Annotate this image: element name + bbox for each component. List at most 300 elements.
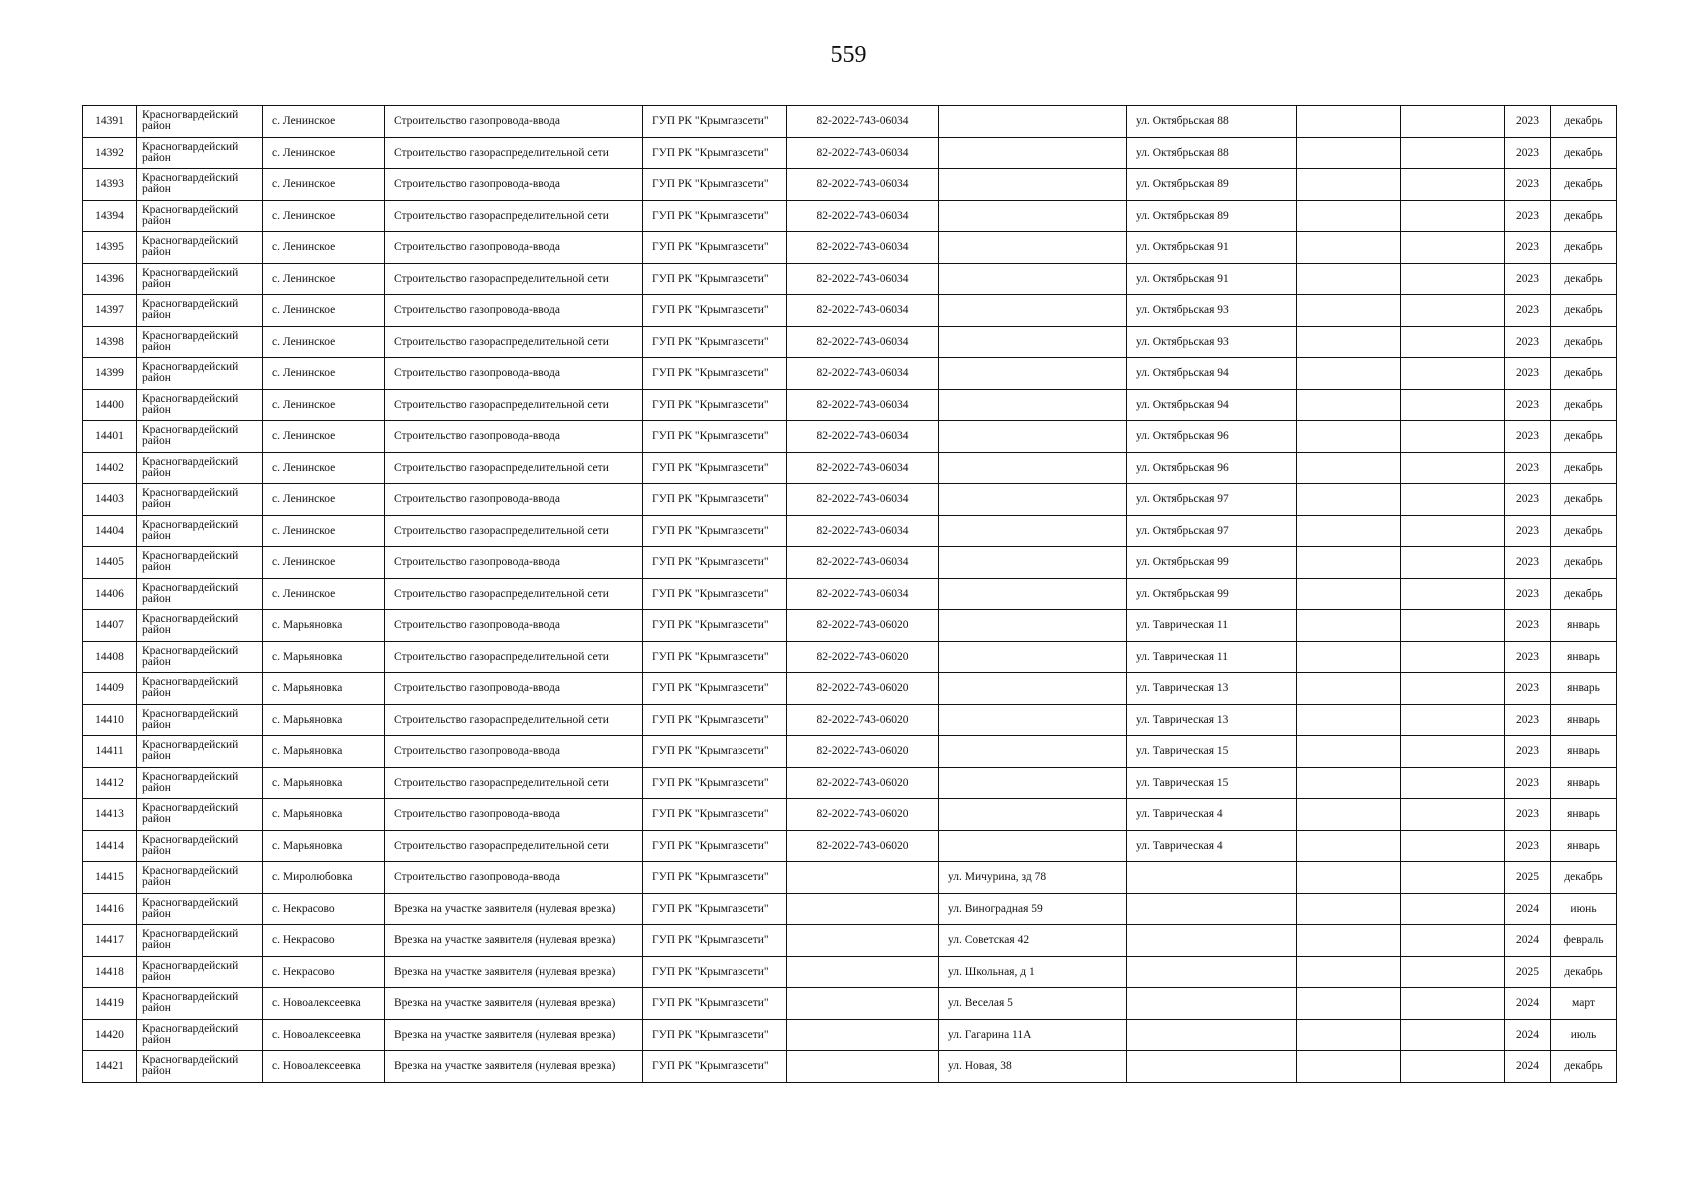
row-number-cell: 14415 (83, 862, 137, 894)
work-type-cell: Строительство газопровода-ввода (385, 547, 643, 579)
table-row (83, 484, 1617, 516)
month-cell: декабрь (1551, 578, 1617, 610)
month-cell: январь (1551, 641, 1617, 673)
year-cell: 2023 (1505, 421, 1551, 453)
street-address-cell: ул. Октябрьская 94 (1127, 358, 1297, 390)
locality-cell: с. Новоалексеевка (263, 1051, 385, 1083)
blank-cell (1297, 704, 1401, 736)
address-cell (939, 263, 1127, 295)
address-cell (939, 137, 1127, 169)
blank-cell (1297, 893, 1401, 925)
locality-cell: с. Ленинское (263, 547, 385, 579)
street-address-cell: ул. Октябрьская 99 (1127, 547, 1297, 579)
register-table-body (83, 106, 1617, 1083)
locality-cell: с. Некрасово (263, 956, 385, 988)
blank-cell (1401, 736, 1505, 768)
blank-cell (1401, 295, 1505, 327)
organization-cell: ГУП РК "Крымгазсети" (643, 925, 787, 957)
row-number-cell: 14421 (83, 1051, 137, 1083)
month-cell: январь (1551, 610, 1617, 642)
blank-cell (1297, 106, 1401, 138)
blank-cell (1297, 484, 1401, 516)
street-address-cell: ул. Октябрьская 96 (1127, 452, 1297, 484)
work-type-cell: Строительство газораспределительной сети (385, 263, 643, 295)
month-cell: декабрь (1551, 263, 1617, 295)
row-number-cell: 14401 (83, 421, 137, 453)
year-cell: 2023 (1505, 641, 1551, 673)
month-cell: декабрь (1551, 421, 1617, 453)
blank-cell (1401, 484, 1505, 516)
work-type-cell: Строительство газораспределительной сети (385, 137, 643, 169)
year-cell: 2024 (1505, 893, 1551, 925)
street-address-cell: ул. Таврическая 15 (1127, 767, 1297, 799)
district-cell: Красногвардейский район (137, 1051, 263, 1083)
street-address-cell (1127, 956, 1297, 988)
address-cell (939, 295, 1127, 327)
organization-cell: ГУП РК "Крымгазсети" (643, 830, 787, 862)
work-type-cell: Врезка на участке заявителя (нулевая врезка) (385, 893, 643, 925)
work-type-cell: Врезка на участке заявителя (нулевая врезка) (385, 1051, 643, 1083)
organization-cell: ГУП РК "Крымгазсети" (643, 358, 787, 390)
program-code-cell: 82-2022-743-06034 (787, 452, 939, 484)
blank-cell (1297, 200, 1401, 232)
month-cell: декабрь (1551, 515, 1617, 547)
work-type-cell: Строительство газораспределительной сети (385, 515, 643, 547)
program-code-cell (787, 988, 939, 1020)
address-cell (939, 358, 1127, 390)
table-row (83, 358, 1617, 390)
address-cell (939, 578, 1127, 610)
district-cell: Красногвардейский район (137, 610, 263, 642)
work-type-cell: Строительство газопровода-ввода (385, 169, 643, 201)
work-type-cell: Строительство газопровода-ввода (385, 736, 643, 768)
year-cell: 2023 (1505, 767, 1551, 799)
table-row (83, 137, 1617, 169)
row-number-cell: 14416 (83, 893, 137, 925)
locality-cell: с. Марьяновка (263, 641, 385, 673)
district-cell: Красногвардейский район (137, 358, 263, 390)
year-cell: 2023 (1505, 389, 1551, 421)
address-cell (939, 830, 1127, 862)
work-type-cell: Строительство газораспределительной сети (385, 389, 643, 421)
organization-cell: ГУП РК "Крымгазсети" (643, 263, 787, 295)
blank-cell (1401, 988, 1505, 1020)
work-type-cell: Строительство газораспределительной сети (385, 704, 643, 736)
street-address-cell: ул. Таврическая 11 (1127, 610, 1297, 642)
year-cell: 2024 (1505, 1051, 1551, 1083)
locality-cell: с. Марьяновка (263, 736, 385, 768)
district-cell: Красногвардейский район (137, 641, 263, 673)
month-cell: декабрь (1551, 956, 1617, 988)
street-address-cell: ул. Октябрьская 97 (1127, 484, 1297, 516)
address-cell (939, 326, 1127, 358)
month-cell: декабрь (1551, 862, 1617, 894)
program-code-cell: 82-2022-743-06034 (787, 547, 939, 579)
district-cell: Красногвардейский район (137, 830, 263, 862)
street-address-cell: ул. Таврическая 11 (1127, 641, 1297, 673)
month-cell: январь (1551, 704, 1617, 736)
street-address-cell (1127, 1019, 1297, 1051)
table-row (83, 893, 1617, 925)
row-number-cell: 14419 (83, 988, 137, 1020)
locality-cell: с. Ленинское (263, 358, 385, 390)
organization-cell: ГУП РК "Крымгазсети" (643, 547, 787, 579)
blank-cell (1297, 263, 1401, 295)
locality-cell: с. Марьяновка (263, 610, 385, 642)
table-row (83, 830, 1617, 862)
row-number-cell: 14418 (83, 956, 137, 988)
district-cell: Красногвардейский район (137, 200, 263, 232)
month-cell: декабрь (1551, 232, 1617, 264)
district-cell: Красногвардейский район (137, 956, 263, 988)
year-cell: 2024 (1505, 925, 1551, 957)
blank-cell (1297, 610, 1401, 642)
address-cell: ул. Гагарина 11А (939, 1019, 1127, 1051)
address-cell: ул. Новая, 38 (939, 1051, 1127, 1083)
address-cell: ул. Мичурина, зд 78 (939, 862, 1127, 894)
year-cell: 2023 (1505, 169, 1551, 201)
work-type-cell: Строительство газопровода-ввода (385, 799, 643, 831)
blank-cell (1401, 547, 1505, 579)
year-cell: 2023 (1505, 799, 1551, 831)
locality-cell: с. Ленинское (263, 452, 385, 484)
table-row (83, 452, 1617, 484)
organization-cell: ГУП РК "Крымгазсети" (643, 704, 787, 736)
month-cell: январь (1551, 673, 1617, 705)
organization-cell: ГУП РК "Крымгазсети" (643, 137, 787, 169)
table-row (83, 421, 1617, 453)
street-address-cell: ул. Таврическая 13 (1127, 704, 1297, 736)
blank-cell (1401, 830, 1505, 862)
table-row (83, 232, 1617, 264)
locality-cell: с. Марьяновка (263, 704, 385, 736)
street-address-cell: ул. Октябрьская 93 (1127, 295, 1297, 327)
program-code-cell (787, 862, 939, 894)
blank-cell (1401, 515, 1505, 547)
month-cell: декабрь (1551, 106, 1617, 138)
work-type-cell: Строительство газораспределительной сети (385, 452, 643, 484)
month-cell: июль (1551, 1019, 1617, 1051)
program-code-cell (787, 1051, 939, 1083)
work-type-cell: Строительство газопровода-ввода (385, 295, 643, 327)
street-address-cell: ул. Таврическая 13 (1127, 673, 1297, 705)
month-cell: январь (1551, 830, 1617, 862)
row-number-cell: 14403 (83, 484, 137, 516)
month-cell: декабрь (1551, 169, 1617, 201)
year-cell: 2025 (1505, 956, 1551, 988)
locality-cell: с. Марьяновка (263, 830, 385, 862)
locality-cell: с. Ленинское (263, 326, 385, 358)
program-code-cell: 82-2022-743-06034 (787, 515, 939, 547)
blank-cell (1297, 421, 1401, 453)
locality-cell: с. Ленинское (263, 484, 385, 516)
district-cell: Красногвардейский район (137, 421, 263, 453)
organization-cell: ГУП РК "Крымгазсети" (643, 767, 787, 799)
program-code-cell (787, 925, 939, 957)
row-number-cell: 14411 (83, 736, 137, 768)
street-address-cell (1127, 893, 1297, 925)
blank-cell (1401, 326, 1505, 358)
blank-cell (1401, 925, 1505, 957)
table-row (83, 673, 1617, 705)
month-cell: декабрь (1551, 200, 1617, 232)
district-cell: Красногвардейский район (137, 547, 263, 579)
street-address-cell: ул. Октябрьская 94 (1127, 389, 1297, 421)
street-address-cell: ул. Октябрьская 89 (1127, 169, 1297, 201)
program-code-cell: 82-2022-743-06020 (787, 767, 939, 799)
district-cell: Красногвардейский район (137, 484, 263, 516)
row-number-cell: 14396 (83, 263, 137, 295)
blank-cell (1401, 578, 1505, 610)
blank-cell (1401, 1019, 1505, 1051)
table-row (83, 641, 1617, 673)
organization-cell: ГУП РК "Крымгазсети" (643, 326, 787, 358)
street-address-cell: ул. Октябрьская 91 (1127, 232, 1297, 264)
work-type-cell: Строительство газопровода-ввода (385, 610, 643, 642)
district-cell: Красногвардейский район (137, 736, 263, 768)
month-cell: март (1551, 988, 1617, 1020)
address-cell: ул. Школьная, д 1 (939, 956, 1127, 988)
work-type-cell: Врезка на участке заявителя (нулевая врезка) (385, 988, 643, 1020)
table-row (83, 547, 1617, 579)
district-cell: Красногвардейский район (137, 767, 263, 799)
table-row (83, 767, 1617, 799)
district-cell: Красногвардейский район (137, 515, 263, 547)
district-cell: Красногвардейский район (137, 862, 263, 894)
street-address-cell: ул. Октябрьская 89 (1127, 200, 1297, 232)
register-table (82, 105, 1617, 1083)
row-number-cell: 14408 (83, 641, 137, 673)
district-cell: Красногвардейский район (137, 326, 263, 358)
organization-cell: ГУП РК "Крымгазсети" (643, 106, 787, 138)
program-code-cell: 82-2022-743-06034 (787, 263, 939, 295)
month-cell: декабрь (1551, 1051, 1617, 1083)
district-cell: Красногвардейский район (137, 988, 263, 1020)
program-code-cell: 82-2022-743-06034 (787, 295, 939, 327)
table-row (83, 295, 1617, 327)
locality-cell: с. Ленинское (263, 295, 385, 327)
locality-cell: с. Ленинское (263, 232, 385, 264)
row-number-cell: 14391 (83, 106, 137, 138)
program-code-cell: 82-2022-743-06020 (787, 799, 939, 831)
locality-cell: с. Новоалексеевка (263, 988, 385, 1020)
street-address-cell: ул. Октябрьская 97 (1127, 515, 1297, 547)
organization-cell: ГУП РК "Крымгазсети" (643, 862, 787, 894)
month-cell: январь (1551, 799, 1617, 831)
month-cell: февраль (1551, 925, 1617, 957)
work-type-cell: Строительство газораспределительной сети (385, 830, 643, 862)
year-cell: 2023 (1505, 263, 1551, 295)
program-code-cell: 82-2022-743-06034 (787, 389, 939, 421)
year-cell: 2023 (1505, 736, 1551, 768)
street-address-cell: ул. Октябрьская 96 (1127, 421, 1297, 453)
month-cell: январь (1551, 736, 1617, 768)
table-row (83, 862, 1617, 894)
row-number-cell: 14409 (83, 673, 137, 705)
organization-cell: ГУП РК "Крымгазсети" (643, 673, 787, 705)
work-type-cell: Строительство газопровода-ввода (385, 862, 643, 894)
district-cell: Красногвардейский район (137, 232, 263, 264)
row-number-cell: 14407 (83, 610, 137, 642)
work-type-cell: Строительство газопровода-ввода (385, 421, 643, 453)
district-cell: Красногвардейский район (137, 169, 263, 201)
locality-cell: с. Ленинское (263, 578, 385, 610)
year-cell: 2023 (1505, 673, 1551, 705)
table-row (83, 106, 1617, 138)
district-cell: Красногвардейский район (137, 673, 263, 705)
locality-cell: с. Ленинское (263, 263, 385, 295)
organization-cell: ГУП РК "Крымгазсети" (643, 610, 787, 642)
street-address-cell (1127, 862, 1297, 894)
month-cell: декабрь (1551, 484, 1617, 516)
year-cell: 2023 (1505, 106, 1551, 138)
work-type-cell: Строительство газопровода-ввода (385, 673, 643, 705)
locality-cell: с. Ленинское (263, 106, 385, 138)
locality-cell: с. Марьяновка (263, 799, 385, 831)
street-address-cell: ул. Октябрьская 93 (1127, 326, 1297, 358)
address-cell (939, 515, 1127, 547)
address-cell: ул. Веселая 5 (939, 988, 1127, 1020)
program-code-cell: 82-2022-743-06034 (787, 137, 939, 169)
blank-cell (1297, 925, 1401, 957)
year-cell: 2023 (1505, 452, 1551, 484)
row-number-cell: 14394 (83, 200, 137, 232)
blank-cell (1401, 137, 1505, 169)
blank-cell (1401, 956, 1505, 988)
district-cell: Красногвардейский район (137, 137, 263, 169)
organization-cell: ГУП РК "Крымгазсети" (643, 232, 787, 264)
row-number-cell: 14414 (83, 830, 137, 862)
district-cell: Красногвардейский район (137, 263, 263, 295)
table-row (83, 799, 1617, 831)
year-cell: 2023 (1505, 326, 1551, 358)
table-row (83, 578, 1617, 610)
blank-cell (1401, 610, 1505, 642)
work-type-cell: Строительство газопровода-ввода (385, 484, 643, 516)
blank-cell (1297, 1019, 1401, 1051)
address-cell (939, 389, 1127, 421)
organization-cell: ГУП РК "Крымгазсети" (643, 736, 787, 768)
row-number-cell: 14413 (83, 799, 137, 831)
street-address-cell: ул. Таврическая 15 (1127, 736, 1297, 768)
program-code-cell: 82-2022-743-06034 (787, 326, 939, 358)
district-cell: Красногвардейский район (137, 578, 263, 610)
locality-cell: с. Ленинское (263, 389, 385, 421)
locality-cell: с. Некрасово (263, 893, 385, 925)
district-cell: Красногвардейский район (137, 893, 263, 925)
table-row (83, 1019, 1617, 1051)
blank-cell (1297, 232, 1401, 264)
blank-cell (1297, 641, 1401, 673)
organization-cell: ГУП РК "Крымгазсети" (643, 200, 787, 232)
organization-cell: ГУП РК "Крымгазсети" (643, 956, 787, 988)
street-address-cell (1127, 988, 1297, 1020)
month-cell: декабрь (1551, 295, 1617, 327)
year-cell: 2023 (1505, 137, 1551, 169)
blank-cell (1297, 1051, 1401, 1083)
organization-cell: ГУП РК "Крымгазсети" (643, 389, 787, 421)
row-number-cell: 14395 (83, 232, 137, 264)
street-address-cell: ул. Октябрьская 99 (1127, 578, 1297, 610)
work-type-cell: Строительство газораспределительной сети (385, 578, 643, 610)
row-number-cell: 14404 (83, 515, 137, 547)
organization-cell: ГУП РК "Крымгазсети" (643, 515, 787, 547)
blank-cell (1401, 421, 1505, 453)
program-code-cell: 82-2022-743-06034 (787, 232, 939, 264)
blank-cell (1297, 547, 1401, 579)
locality-cell: с. Некрасово (263, 925, 385, 957)
district-cell: Красногвардейский район (137, 925, 263, 957)
blank-cell (1297, 137, 1401, 169)
year-cell: 2023 (1505, 358, 1551, 390)
locality-cell: с. Марьяновка (263, 673, 385, 705)
district-cell: Красногвардейский район (137, 452, 263, 484)
work-type-cell: Строительство газораспределительной сети (385, 326, 643, 358)
row-number-cell: 14397 (83, 295, 137, 327)
address-cell (939, 452, 1127, 484)
address-cell (939, 767, 1127, 799)
blank-cell (1297, 358, 1401, 390)
program-code-cell (787, 1019, 939, 1051)
address-cell (939, 421, 1127, 453)
year-cell: 2023 (1505, 830, 1551, 862)
organization-cell: ГУП РК "Крымгазсети" (643, 484, 787, 516)
work-type-cell: Строительство газораспределительной сети (385, 641, 643, 673)
address-cell (939, 704, 1127, 736)
month-cell: декабрь (1551, 137, 1617, 169)
address-cell (939, 610, 1127, 642)
locality-cell: с. Ленинское (263, 515, 385, 547)
month-cell: декабрь (1551, 389, 1617, 421)
program-code-cell (787, 956, 939, 988)
row-number-cell: 14402 (83, 452, 137, 484)
blank-cell (1297, 799, 1401, 831)
month-cell: январь (1551, 767, 1617, 799)
locality-cell: с. Миролюбовка (263, 862, 385, 894)
street-address-cell (1127, 1051, 1297, 1083)
year-cell: 2023 (1505, 547, 1551, 579)
address-cell (939, 641, 1127, 673)
table-row (83, 925, 1617, 957)
locality-cell: с. Марьяновка (263, 767, 385, 799)
address-cell (939, 484, 1127, 516)
blank-cell (1297, 169, 1401, 201)
year-cell: 2023 (1505, 578, 1551, 610)
district-cell: Красногвардейский район (137, 1019, 263, 1051)
district-cell: Красногвардейский район (137, 799, 263, 831)
year-cell: 2023 (1505, 232, 1551, 264)
row-number-cell: 14406 (83, 578, 137, 610)
blank-cell (1401, 106, 1505, 138)
blank-cell (1297, 578, 1401, 610)
blank-cell (1297, 326, 1401, 358)
row-number-cell: 14400 (83, 389, 137, 421)
street-address-cell: ул. Таврическая 4 (1127, 799, 1297, 831)
year-cell: 2023 (1505, 515, 1551, 547)
street-address-cell (1127, 925, 1297, 957)
program-code-cell: 82-2022-743-06034 (787, 421, 939, 453)
month-cell: декабрь (1551, 452, 1617, 484)
row-number-cell: 14392 (83, 137, 137, 169)
table-row (83, 389, 1617, 421)
district-cell: Красногвардейский район (137, 704, 263, 736)
blank-cell (1401, 452, 1505, 484)
blank-cell (1297, 767, 1401, 799)
work-type-cell: Строительство газопровода-ввода (385, 232, 643, 264)
district-cell: Красногвардейский район (137, 106, 263, 138)
month-cell: декабрь (1551, 547, 1617, 579)
blank-cell (1297, 452, 1401, 484)
